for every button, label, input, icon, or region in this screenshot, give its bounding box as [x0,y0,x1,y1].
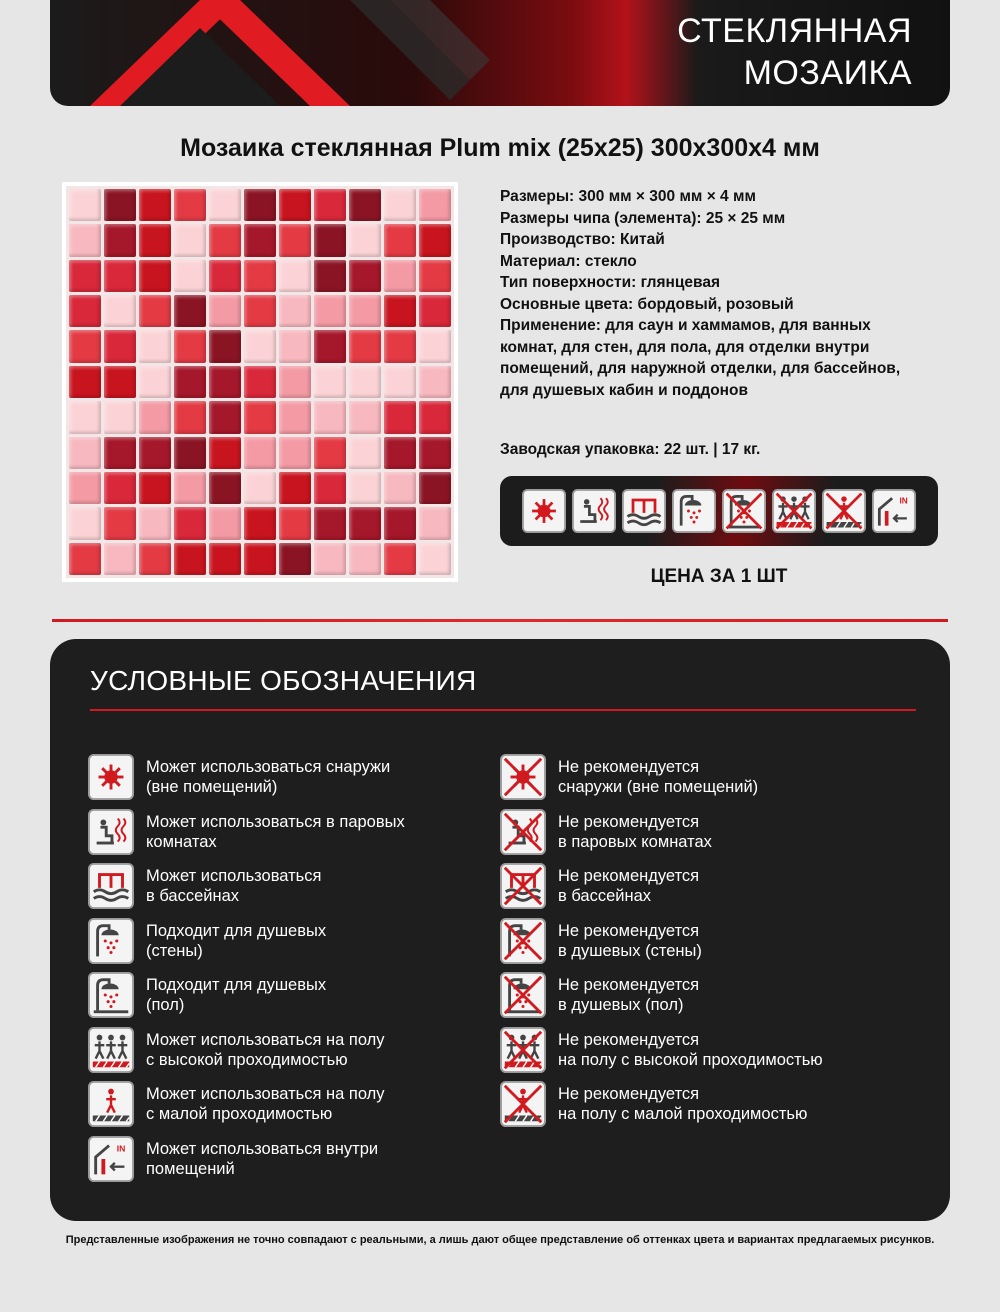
legend-item [88,1027,385,1073]
legend-item-text: Подходит для душевых (стены) [146,921,327,960]
mosaic-tile [384,472,416,504]
mosaic-tile [349,330,381,362]
mosaic-tile [104,543,136,575]
spec-line: Основные цвета: бордовый, розовый [500,295,794,313]
mosaic-tile [244,437,276,469]
mosaic-tile [419,437,451,469]
indoor-icon [88,1136,134,1182]
no-shower-floor-icon [722,489,766,533]
mosaic-tile [384,260,416,292]
mosaic-tile [174,366,206,398]
no-high-traffic-floor-icon [772,489,816,533]
mosaic-tile [314,507,346,539]
mosaic-tile [69,543,101,575]
mosaic-tile [209,543,241,575]
mosaic-tile [419,295,451,327]
legend-item-text: Может использоваться в паровых комнатах [146,812,405,851]
mosaic-tile [104,260,136,292]
spec-line: комнат, для стен, для пола, для отделки внутри [500,338,870,356]
mosaic-tile [174,401,206,433]
spec-line: помещений, для наружной отделки, для бассейнов, [500,360,901,377]
price-label: ЦЕНА ЗА 1 ШТ [650,566,788,587]
legend-item-text: Не рекомендуется на полу с малой проходимостью [558,1085,808,1123]
mosaic-tile [174,295,206,327]
legend-item-text: Не рекомендуется снаружи (вне помещений) [558,758,759,796]
mosaic-tile [244,224,276,256]
mosaic-tile [349,401,381,433]
legend-item-text: Не рекомендуется на полу с высокой проходимостью [558,1030,823,1069]
mosaic-tile [384,189,416,221]
mosaic-tile [69,507,101,539]
mosaic-tile [279,401,311,433]
header-banner [50,0,950,106]
legend-item-text: Подходит для душевых (пол) [146,976,327,1014]
legend-item-text: Не рекомендуется в бассейнах [558,867,700,905]
mosaic-tile [419,330,451,362]
shower-wall-icon [88,918,134,964]
mosaic-tile [174,224,206,256]
mosaic-tile [349,472,381,504]
mosaic-tile [174,507,206,539]
mosaic-tile [209,295,241,327]
mosaic-tile [139,401,171,433]
pool-icon [88,863,134,909]
mosaic-tile [314,366,346,398]
mosaic-tile [349,224,381,256]
mosaic-tile [419,507,451,539]
mosaic-tile [209,260,241,292]
mosaic-tile [314,189,346,221]
mosaic-tile [349,366,381,398]
legend-item-text: Может использоваться снаружи (вне помещений) [146,758,391,796]
mosaic-tile [104,401,136,433]
usage-icon-bar [500,476,938,546]
mosaic-tile [244,507,276,539]
mosaic-tile [314,543,346,575]
mosaic-tile [349,295,381,327]
mosaic-tile [209,472,241,504]
mosaic-tile [349,260,381,292]
spec-line: Размеры: 300 мм × 300 мм × 4 мм [500,188,756,205]
product-specs [500,186,940,401]
legend-item [500,863,699,909]
mosaic-tile [104,330,136,362]
mosaic-tile [139,330,171,362]
pool-icon [622,489,666,533]
mosaic-tile [209,330,241,362]
high-traffic-floor-icon [88,1027,134,1073]
mosaic-tile [314,330,346,362]
mosaic-tile [349,543,381,575]
steam-room-icon [88,809,134,855]
mosaic-tile [314,224,346,256]
shower-floor-icon [88,972,134,1018]
mosaic-tile [279,260,311,292]
mosaic-tile [279,295,311,327]
legend-item [88,972,326,1018]
no-low-traffic-floor-icon [822,489,866,533]
mosaic-tile [419,260,451,292]
mosaic-tile [104,366,136,398]
mosaic-tile [69,437,101,469]
no-pool-icon [500,863,546,909]
legend-item [500,1027,823,1073]
mosaic-tile [384,543,416,575]
mosaic-tile [209,189,241,221]
mosaic-tile [279,330,311,362]
legend-item [500,809,712,855]
mosaic-tile [69,295,101,327]
legend-item [88,918,326,964]
legend-item-text: Может использоваться в бассейнах [146,867,322,905]
sun-icon [522,489,566,533]
mosaic-tile [209,507,241,539]
mosaic-tile [419,224,451,256]
legend-panel [50,639,950,1221]
mosaic-tile [349,437,381,469]
mosaic-tile [69,189,101,221]
legend-item-text: Не рекомендуется в паровых комнатах [558,812,712,851]
svg-text:IN: IN [116,1142,126,1153]
spec-line: для душевых кабин и поддонов [500,381,749,399]
mosaic-tile [69,260,101,292]
mosaic-tile [349,507,381,539]
mosaic-tile [314,295,346,327]
mosaic-tile [279,437,311,469]
mosaic-tile [244,260,276,292]
mosaic-tile [349,189,381,221]
mosaic-tile [279,507,311,539]
legend-title: УСЛОВНЫЕ ОБОЗНАЧЕНИЯ [90,665,477,696]
mosaic-tile [139,295,171,327]
no-steam-room-icon [500,809,546,855]
spec-line: Применение: для саун и хаммамов, для ванных [500,317,871,334]
banner-title-line2: МОЗАИКА [743,54,912,92]
no-low-traffic-floor-icon [500,1081,546,1127]
product-image [62,182,458,582]
mosaic-tile [314,472,346,504]
mosaic-tile [279,472,311,504]
mosaic-tile [244,366,276,398]
no-shower-wall-icon [500,918,546,964]
legend-item-text: Может использоваться на полу с малой проходимостью [146,1085,385,1123]
mosaic-tile [244,189,276,221]
mosaic-tile [419,189,451,221]
banner-title [677,10,912,94]
mosaic-tile [244,543,276,575]
mosaic-tile [244,330,276,362]
mosaic-tile [104,437,136,469]
legend-item [88,863,321,909]
mosaic-tile [139,260,171,292]
mosaic-tile [209,401,241,433]
legend-item [500,918,702,964]
mosaic-tile [69,224,101,256]
mosaic-tile [314,260,346,292]
svg-text:IN: IN [899,496,908,506]
legend-item [500,972,699,1018]
mosaic-tile [139,224,171,256]
mosaic-tile [174,543,206,575]
spec-line: Производство: Китай [500,231,665,248]
mosaic-tile [244,401,276,433]
mosaic-tile [419,472,451,504]
legend-item-text: Не рекомендуется в душевых (пол) [558,976,700,1014]
mosaic-tile [174,472,206,504]
mosaic-tile [104,295,136,327]
product-title: Мозаика стеклянная Plum mix (25х25) 300х300х4 мм [180,134,820,162]
shower-wall-icon [672,489,716,533]
mosaic-tile [384,295,416,327]
mosaic-tile [384,507,416,539]
legend-item [500,754,758,800]
spec-line: Размеры чипа (элемента): 25 × 25 мм [500,209,786,227]
packaging-info: Заводская упаковка: 22 шт. | 17 кг. [500,441,761,458]
mosaic-tile [139,366,171,398]
mosaic-tile-grid [66,186,454,578]
mosaic-tile [209,437,241,469]
legend-item [88,809,405,855]
mosaic-tile [384,224,416,256]
mosaic-tile [69,330,101,362]
mosaic-tile [314,401,346,433]
mosaic-tile [69,366,101,398]
mosaic-tile [104,224,136,256]
legend-item-text: Может использоваться на полу с высокой проходимостью [146,1030,385,1069]
mosaic-tile [279,189,311,221]
mosaic-tile [419,543,451,575]
low-traffic-floor-icon [88,1081,134,1127]
mosaic-tile [279,543,311,575]
mosaic-tile [244,472,276,504]
mosaic-tile [104,189,136,221]
steam-room-icon [572,489,616,533]
mosaic-tile [279,366,311,398]
no-high-traffic-floor-icon [500,1027,546,1073]
mosaic-tile [384,366,416,398]
mosaic-tile [244,295,276,327]
mosaic-tile [384,437,416,469]
legend-item [88,1136,378,1182]
mosaic-tile [314,437,346,469]
mosaic-tile [139,507,171,539]
mosaic-tile [174,189,206,221]
mosaic-tile [279,224,311,256]
mosaic-tile [139,437,171,469]
spec-line: Материал: стекло [500,252,637,270]
mosaic-tile [174,330,206,362]
legend-title-underline [90,709,916,711]
no-sun-icon [500,754,546,800]
mosaic-tile [139,189,171,221]
mosaic-tile [419,401,451,433]
mosaic-tile [209,366,241,398]
mosaic-tile [174,437,206,469]
mosaic-tile [209,224,241,256]
mosaic-tile [384,401,416,433]
legend-item [88,754,390,800]
legend-item-text: Может использоваться внутри помещений [146,1139,379,1178]
mosaic-tile [174,260,206,292]
sun-icon [88,754,134,800]
section-divider [52,619,948,622]
mosaic-tile [384,330,416,362]
no-shower-floor-icon [500,972,546,1018]
indoor-icon [872,489,916,533]
legend-item-text: Не рекомендуется в душевых (стены) [558,921,702,960]
mosaic-tile [139,543,171,575]
banner-title-line1: СТЕКЛЯННАЯ [677,12,912,50]
legend-item [88,1081,385,1127]
mosaic-tile [69,472,101,504]
mosaic-tile [419,366,451,398]
mosaic-tile [104,507,136,539]
mosaic-tile [104,472,136,504]
spec-line: Тип поверхности: глянцевая [500,274,721,291]
mosaic-tile [69,401,101,433]
disclaimer: Представленные изображения не точно совпадают с реальными, а лишь дают общее представление об оттенках цвета и вариантах предлагаемых рисунков. [65,1234,935,1246]
legend-item [500,1081,807,1127]
mosaic-tile [139,472,171,504]
